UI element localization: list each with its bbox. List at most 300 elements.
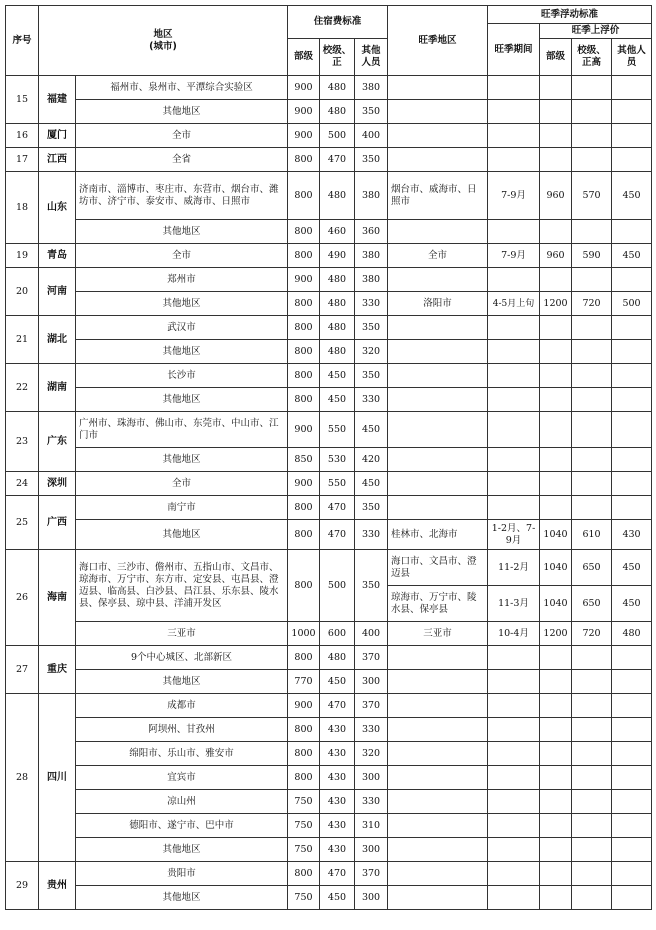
row-others: 400 [355, 622, 388, 646]
row-peak-others: 500 [612, 292, 652, 316]
row-bureau: 550 [320, 472, 355, 496]
table-row [6, 862, 652, 886]
row-region: 济南市、淄博市、枣庄市、东营市、烟台市、潍坊市、济宁市、泰安市、威海市、日照市 [76, 172, 288, 220]
row-others: 380 [355, 76, 388, 100]
row-peak-others: 450 [612, 586, 652, 622]
table-row [6, 220, 652, 244]
row-minister: 800 [288, 718, 320, 742]
table-row [6, 838, 652, 862]
row-bureau: 530 [320, 448, 355, 472]
row-bureau: 470 [320, 148, 355, 172]
table-row [6, 790, 652, 814]
row-peak-bureau [572, 316, 612, 340]
row-peak-others: 450 [612, 550, 652, 586]
row-peak-period [488, 496, 540, 520]
row-peak-region [388, 448, 488, 472]
table-row [6, 412, 652, 448]
row-seq: 15 [6, 76, 39, 124]
row-peak-period [488, 766, 540, 790]
row-peak-region: 全市 [388, 244, 488, 268]
row-peak-period [488, 886, 540, 910]
row-peak-period: 11-2月 [488, 550, 540, 586]
header-others: 其他人员 [355, 39, 388, 76]
table-row [6, 388, 652, 412]
row-peak-bureau: 570 [572, 172, 612, 220]
row-minister: 850 [288, 448, 320, 472]
row-minister: 800 [288, 646, 320, 670]
row-bureau: 470 [320, 862, 355, 886]
row-region: 其他地区 [76, 886, 288, 910]
row-bureau: 470 [320, 496, 355, 520]
row-peak-region: 烟台市、威海市、日照市 [388, 172, 488, 220]
row-peak-period [488, 220, 540, 244]
row-region: 长沙市 [76, 364, 288, 388]
row-peak-region [388, 646, 488, 670]
row-peak-region [388, 148, 488, 172]
row-bureau: 430 [320, 790, 355, 814]
row-province: 海南 [39, 550, 76, 646]
row-minister: 800 [288, 292, 320, 316]
row-peak-bureau [572, 388, 612, 412]
row-peak-bureau: 590 [572, 244, 612, 268]
row-peak-period [488, 742, 540, 766]
row-peak-period [488, 814, 540, 838]
row-seq: 16 [6, 124, 39, 148]
row-peak-bureau [572, 694, 612, 718]
row-bureau: 430 [320, 742, 355, 766]
row-bureau: 460 [320, 220, 355, 244]
header-peak-up-price: 旺季上浮价 [540, 24, 652, 39]
table-row [6, 622, 652, 646]
row-peak-minister [540, 472, 572, 496]
row-peak-minister [540, 694, 572, 718]
row-peak-minister [540, 886, 572, 910]
row-peak-others [612, 718, 652, 742]
row-region: 三亚市 [76, 622, 288, 646]
row-peak-region [388, 340, 488, 364]
row-others: 300 [355, 886, 388, 910]
row-peak-bureau: 720 [572, 622, 612, 646]
row-peak-region [388, 670, 488, 694]
row-bureau: 470 [320, 520, 355, 550]
table-row [6, 124, 652, 148]
row-peak-minister: 1040 [540, 550, 572, 586]
row-seq: 19 [6, 244, 39, 268]
row-region: 郑州市 [76, 268, 288, 292]
row-bureau: 480 [320, 172, 355, 220]
row-province: 四川 [39, 694, 76, 862]
row-peak-minister [540, 670, 572, 694]
row-peak-minister [540, 76, 572, 100]
row-minister: 900 [288, 694, 320, 718]
row-peak-period: 1-2月、7-9月 [488, 520, 540, 550]
row-minister: 900 [288, 268, 320, 292]
row-peak-bureau [572, 862, 612, 886]
row-seq: 29 [6, 862, 39, 910]
row-peak-minister [540, 766, 572, 790]
row-minister: 800 [288, 766, 320, 790]
row-region: 其他地区 [76, 448, 288, 472]
row-bureau: 500 [320, 124, 355, 148]
row-peak-others [612, 364, 652, 388]
row-region: 其他地区 [76, 292, 288, 316]
row-others: 300 [355, 838, 388, 862]
row-peak-bureau [572, 364, 612, 388]
row-peak-period: 7-9月 [488, 172, 540, 220]
row-seq: 27 [6, 646, 39, 694]
row-peak-region [388, 124, 488, 148]
lodging-standard-document [5, 5, 652, 910]
row-region: 其他地区 [76, 340, 288, 364]
table-row [6, 694, 652, 718]
row-province: 深圳 [39, 472, 76, 496]
row-peak-region [388, 472, 488, 496]
row-region: 福州市、泉州市、平潭综合实验区 [76, 76, 288, 100]
row-peak-bureau [572, 268, 612, 292]
table-row [6, 718, 652, 742]
row-province: 福建 [39, 76, 76, 124]
row-peak-region [388, 412, 488, 448]
row-peak-region [388, 718, 488, 742]
row-peak-others [612, 76, 652, 100]
row-seq: 18 [6, 172, 39, 244]
table-row [6, 148, 652, 172]
row-minister: 800 [288, 364, 320, 388]
row-peak-period: 11-3月 [488, 586, 540, 622]
table-row [6, 172, 652, 220]
row-peak-region: 三亚市 [388, 622, 488, 646]
row-bureau: 490 [320, 244, 355, 268]
row-bureau: 450 [320, 886, 355, 910]
row-region: 全市 [76, 472, 288, 496]
row-province: 厦门 [39, 124, 76, 148]
row-others: 380 [355, 172, 388, 220]
row-peak-period [488, 448, 540, 472]
row-peak-period [488, 364, 540, 388]
table-row [6, 766, 652, 790]
row-peak-bureau [572, 886, 612, 910]
header-float-standard: 旺季浮动标准 [488, 6, 652, 24]
row-bureau: 480 [320, 100, 355, 124]
row-province: 广东 [39, 412, 76, 472]
row-peak-others [612, 790, 652, 814]
row-peak-period [488, 124, 540, 148]
row-peak-period [488, 316, 540, 340]
table-row [6, 448, 652, 472]
row-peak-minister [540, 496, 572, 520]
row-others: 370 [355, 862, 388, 886]
row-peak-others [612, 838, 652, 862]
row-peak-others [612, 448, 652, 472]
row-peak-others: 430 [612, 520, 652, 550]
row-others: 330 [355, 292, 388, 316]
row-bureau: 600 [320, 622, 355, 646]
row-others: 450 [355, 412, 388, 448]
row-peak-bureau [572, 124, 612, 148]
row-seq: 25 [6, 496, 39, 550]
row-peak-minister [540, 838, 572, 862]
row-peak-period [488, 412, 540, 448]
row-minister: 900 [288, 76, 320, 100]
row-peak-bureau: 610 [572, 520, 612, 550]
row-minister: 770 [288, 670, 320, 694]
row-others: 380 [355, 268, 388, 292]
row-peak-bureau: 720 [572, 292, 612, 316]
table-row [6, 316, 652, 340]
row-minister: 900 [288, 100, 320, 124]
row-peak-others [612, 814, 652, 838]
row-others: 330 [355, 520, 388, 550]
row-region: 其他地区 [76, 670, 288, 694]
row-peak-bureau [572, 766, 612, 790]
table-row [6, 886, 652, 910]
row-peak-region [388, 268, 488, 292]
row-peak-bureau [572, 646, 612, 670]
row-peak-bureau [572, 496, 612, 520]
row-peak-minister [540, 340, 572, 364]
row-others: 380 [355, 244, 388, 268]
row-peak-bureau: 650 [572, 550, 612, 586]
row-peak-region [388, 862, 488, 886]
table-row [6, 550, 652, 586]
header-bureau-peak: 校级、正高 [572, 39, 612, 76]
row-peak-minister [540, 100, 572, 124]
row-region: 绵阳市、乐山市、雅安市 [76, 742, 288, 766]
row-peak-region [388, 766, 488, 790]
row-minister: 1000 [288, 622, 320, 646]
row-peak-others: 450 [612, 172, 652, 220]
row-peak-bureau [572, 472, 612, 496]
row-others: 310 [355, 814, 388, 838]
row-region: 其他地区 [76, 100, 288, 124]
row-peak-period [488, 670, 540, 694]
row-minister: 750 [288, 790, 320, 814]
row-peak-others [612, 388, 652, 412]
row-bureau: 450 [320, 670, 355, 694]
row-minister: 800 [288, 172, 320, 220]
row-peak-minister: 1200 [540, 622, 572, 646]
row-bureau: 480 [320, 292, 355, 316]
row-peak-minister [540, 148, 572, 172]
row-seq: 21 [6, 316, 39, 364]
row-peak-others [612, 766, 652, 790]
row-province: 湖北 [39, 316, 76, 364]
row-peak-bureau [572, 742, 612, 766]
row-others: 320 [355, 742, 388, 766]
row-others: 320 [355, 340, 388, 364]
table-row [6, 742, 652, 766]
row-peak-minister [540, 364, 572, 388]
row-peak-bureau [572, 448, 612, 472]
row-province: 江西 [39, 148, 76, 172]
row-region: 9个中心城区、北部新区 [76, 646, 288, 670]
row-others: 330 [355, 718, 388, 742]
row-minister: 900 [288, 472, 320, 496]
row-province: 重庆 [39, 646, 76, 694]
header-others-peak: 其他人员 [612, 39, 652, 76]
row-others: 350 [355, 316, 388, 340]
table-row [6, 496, 652, 520]
row-peak-others [612, 742, 652, 766]
row-peak-period [488, 100, 540, 124]
row-others: 420 [355, 448, 388, 472]
row-bureau: 430 [320, 718, 355, 742]
row-peak-bureau [572, 340, 612, 364]
row-minister: 800 [288, 388, 320, 412]
row-seq: 23 [6, 412, 39, 472]
row-peak-bureau [572, 412, 612, 448]
table-row [6, 340, 652, 364]
row-peak-minister [540, 268, 572, 292]
row-region: 广州市、珠海市、佛山市、东莞市、中山市、江门市 [76, 412, 288, 448]
row-others: 370 [355, 694, 388, 718]
row-region: 其他地区 [76, 388, 288, 412]
row-region: 宜宾市 [76, 766, 288, 790]
row-peak-period [488, 268, 540, 292]
row-bureau: 500 [320, 550, 355, 622]
row-peak-region [388, 838, 488, 862]
row-peak-period [488, 790, 540, 814]
row-region: 其他地区 [76, 520, 288, 550]
row-peak-period: 7-9月 [488, 244, 540, 268]
header-minister: 部级 [288, 39, 320, 76]
row-minister: 750 [288, 838, 320, 862]
row-minister: 900 [288, 412, 320, 448]
row-minister: 800 [288, 520, 320, 550]
table-row [6, 646, 652, 670]
row-province: 广西 [39, 496, 76, 550]
table-row [6, 292, 652, 316]
row-bureau: 430 [320, 838, 355, 862]
row-peak-region [388, 316, 488, 340]
row-peak-others [612, 670, 652, 694]
row-peak-minister: 960 [540, 244, 572, 268]
header-seq: 序号 [6, 6, 39, 76]
row-peak-others [612, 694, 652, 718]
row-peak-minister [540, 448, 572, 472]
row-minister: 800 [288, 148, 320, 172]
row-peak-minister [540, 742, 572, 766]
row-peak-period [488, 694, 540, 718]
row-peak-bureau [572, 670, 612, 694]
row-peak-others [612, 148, 652, 172]
row-peak-period [488, 340, 540, 364]
row-peak-region: 洛阳市 [388, 292, 488, 316]
table-row [6, 364, 652, 388]
row-peak-others [612, 862, 652, 886]
row-minister: 800 [288, 316, 320, 340]
row-peak-bureau [572, 148, 612, 172]
row-peak-minister [540, 862, 572, 886]
row-peak-period [488, 862, 540, 886]
row-peak-region [388, 364, 488, 388]
row-region: 凉山州 [76, 790, 288, 814]
row-others: 350 [355, 100, 388, 124]
table-row [6, 76, 652, 100]
row-peak-period: 10-4月 [488, 622, 540, 646]
row-region: 海口市、三沙市、儋州市、五指山市、文昌市、琼海市、万宁市、东方市、定安县、屯昌县、澄迈县、临高县、白沙县、昌江县、乐东县、陵水县、保亭县、琼中县、洋浦开发区 [76, 550, 288, 622]
row-peak-minister [540, 814, 572, 838]
row-peak-region [388, 814, 488, 838]
row-others: 450 [355, 472, 388, 496]
row-peak-minister [540, 316, 572, 340]
row-minister: 900 [288, 124, 320, 148]
row-peak-period [488, 148, 540, 172]
row-minister: 750 [288, 814, 320, 838]
table-row [6, 670, 652, 694]
row-peak-period [488, 718, 540, 742]
row-province: 青岛 [39, 244, 76, 268]
row-peak-minister: 1040 [540, 586, 572, 622]
row-peak-bureau [572, 790, 612, 814]
row-bureau: 480 [320, 76, 355, 100]
row-peak-bureau [572, 100, 612, 124]
row-region: 武汉市 [76, 316, 288, 340]
row-peak-region [388, 694, 488, 718]
row-peak-others [612, 886, 652, 910]
row-peak-bureau [572, 838, 612, 862]
row-others: 360 [355, 220, 388, 244]
row-peak-others [612, 100, 652, 124]
row-peak-region [388, 388, 488, 412]
row-peak-period [488, 388, 540, 412]
row-minister: 750 [288, 886, 320, 910]
row-peak-others [612, 646, 652, 670]
row-others: 350 [355, 148, 388, 172]
row-seq: 26 [6, 550, 39, 646]
row-minister: 800 [288, 496, 320, 520]
row-region: 南宁市 [76, 496, 288, 520]
row-bureau: 470 [320, 694, 355, 718]
header-peak-period: 旺季期间 [488, 24, 540, 76]
row-region: 德阳市、遂宁市、巴中市 [76, 814, 288, 838]
row-peak-bureau [572, 76, 612, 100]
row-peak-others [612, 268, 652, 292]
row-region: 其他地区 [76, 220, 288, 244]
row-region: 全市 [76, 244, 288, 268]
row-peak-region [388, 886, 488, 910]
row-province: 河南 [39, 268, 76, 316]
row-bureau: 480 [320, 316, 355, 340]
row-others: 300 [355, 766, 388, 790]
lodging-standard-table [5, 5, 652, 910]
row-peak-region: 海口市、文昌市、澄迈县 [388, 550, 488, 586]
row-region: 贵阳市 [76, 862, 288, 886]
row-others: 370 [355, 646, 388, 670]
row-others: 400 [355, 124, 388, 148]
row-peak-period [488, 838, 540, 862]
row-province: 贵州 [39, 862, 76, 910]
row-bureau: 480 [320, 268, 355, 292]
table-row [6, 244, 652, 268]
row-bureau: 430 [320, 766, 355, 790]
row-peak-others [612, 496, 652, 520]
row-peak-minister [540, 646, 572, 670]
row-region: 阿坝州、甘孜州 [76, 718, 288, 742]
row-region: 其他地区 [76, 838, 288, 862]
row-peak-region [388, 220, 488, 244]
row-peak-others [612, 124, 652, 148]
header-region: 地区 (城市) [39, 6, 288, 76]
table-row [6, 268, 652, 292]
row-peak-others [612, 316, 652, 340]
row-province: 山东 [39, 172, 76, 244]
header-lodging-standard: 住宿费标准 [288, 6, 388, 39]
row-peak-region [388, 496, 488, 520]
row-peak-others [612, 220, 652, 244]
row-peak-others [612, 340, 652, 364]
row-minister: 800 [288, 340, 320, 364]
